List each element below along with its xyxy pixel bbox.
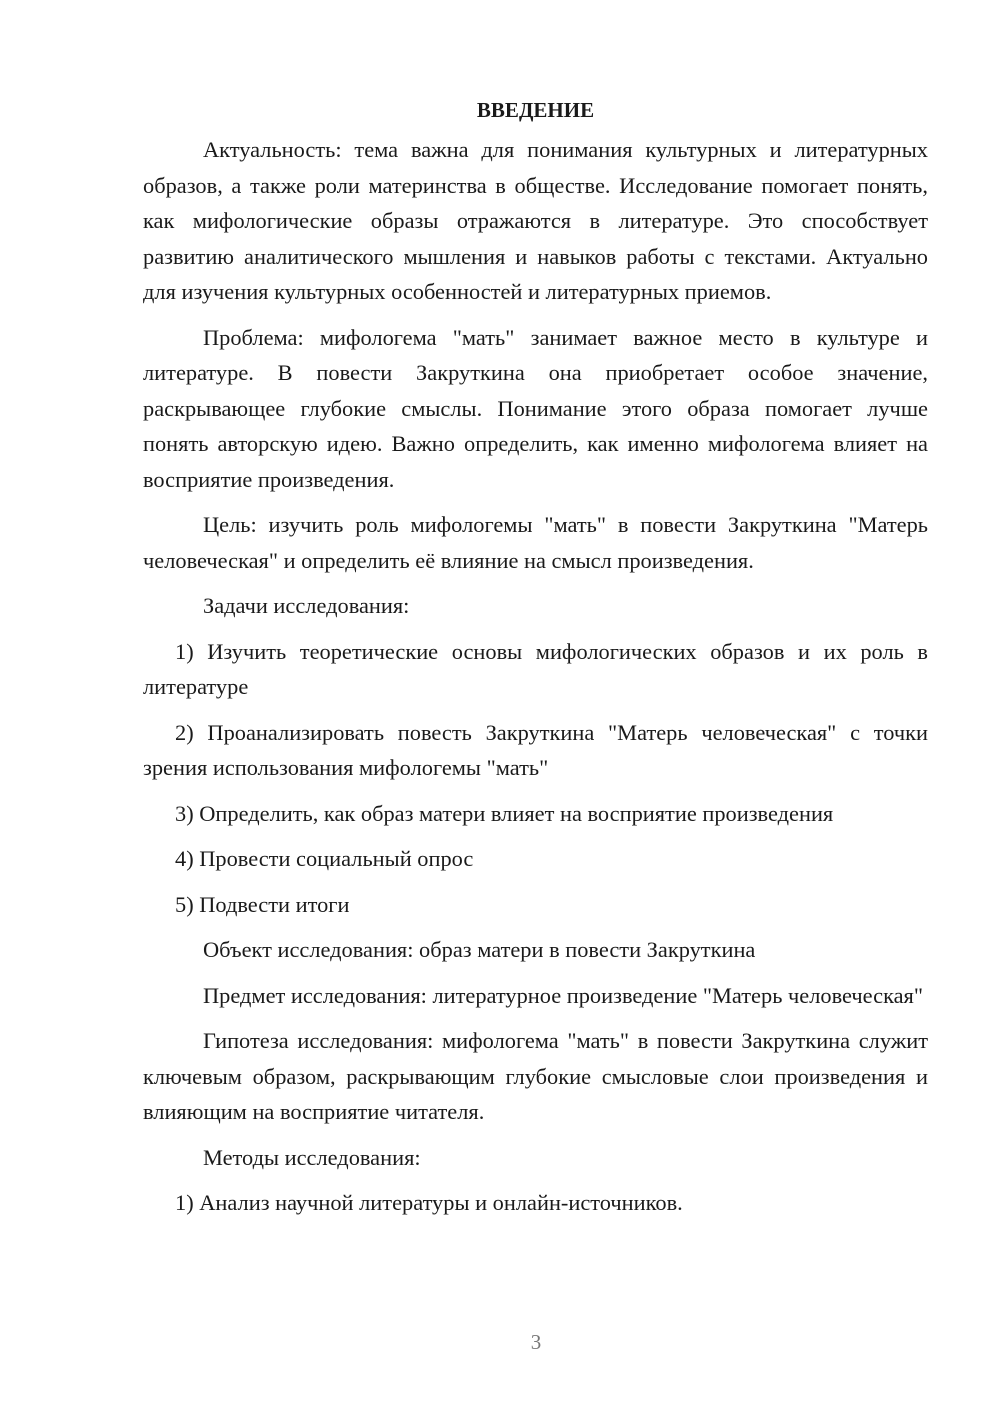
task-item-2: 2) Проанализировать повесть Закруткина "Матерь человеческая" с точки зрения использования мифологемы "мать" [143,719,928,780]
subject-paragraph: Предмет исследования: литературное произведение "Матерь человеческая" [203,982,923,1008]
task-item-5: 5) Подвести итоги [175,891,350,917]
task-item-1: 1) Изучить теоретические основы мифологических образов и их роль в литературе [143,638,928,699]
task-item-3: 3) Определить, как образ матери влияет на восприятие произведения [175,800,834,826]
problem-paragraph: Проблема: мифологема "мать" занимает важное место в культуре и литературе. В повести Закруткина она приобретает особое значение, раскрывающее глубокие смыслы. Понимание этого образа помогает лучше понять авторскую идею. Важно определить, как именно мифологема влияет на восприятие произведения. [143,324,928,492]
page-number: 3 [530,1330,542,1354]
method-item-1: 1) Анализ научной литературы и онлайн-источников. [175,1190,683,1215]
page-title: ВВЕДЕНИЕ [476,98,595,122]
hypothesis-paragraph: Гипотеза исследования: мифологема "мать" в повести Закруткина служит ключевым образом, раскрывающим глубокие смысловые слои произведения и влияющим на восприятие читателя. [143,1028,928,1124]
goal-paragraph: Цель: изучить роль мифологемы "мать" в повести Закруткина "Матерь человеческая" и определить её влияние на смысл произведения. [143,512,928,573]
page-content [143,94,928,1221]
object-paragraph: Объект исследования: образ матери в повести Закруткина [203,937,756,962]
task-item-4: 4) Провести социальный опрос [175,846,474,871]
relevance-paragraph: Актуальность: тема важна для понимания культурных и литературных образов, а также роли материнства в обществе. Исследование помогает понять, как мифологические образы отражаются в литературе. Это способствует развитию аналитического мышления и навыков работы с текстами. Актуально для изучения культурных особенностей и литературных приемов. [143,137,928,304]
tasks-heading: Задачи исследования: [203,593,410,618]
methods-heading: Методы исследования: [203,1144,421,1170]
